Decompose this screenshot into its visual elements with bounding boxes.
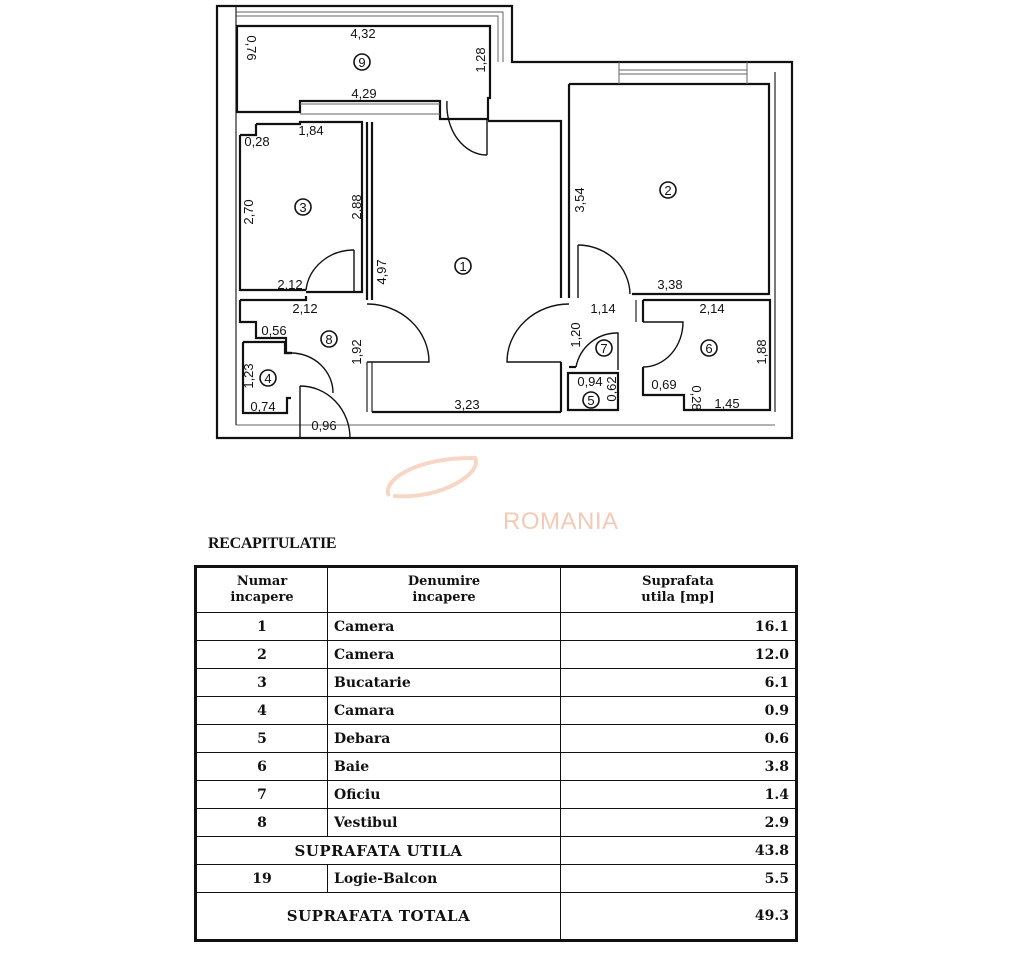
svg-text:0,62: 0,62 xyxy=(604,376,619,402)
svg-text:1,14: 1,14 xyxy=(590,301,616,316)
svg-text:1,84: 1,84 xyxy=(298,123,324,138)
svg-text:0,56: 0,56 xyxy=(261,323,287,338)
header-useful-area: Suprafata utila [mp] xyxy=(561,567,797,613)
svg-text:4: 4 xyxy=(264,371,272,386)
svg-text:1,92: 1,92 xyxy=(349,339,364,365)
recap-title: RECAPITULATIE xyxy=(208,535,337,552)
useful-area-row xyxy=(196,837,797,865)
svg-text:0,94: 0,94 xyxy=(577,374,603,389)
total-area-value: 49.3 xyxy=(561,893,797,941)
watermark-text: ROMANIA xyxy=(503,508,619,535)
svg-text:2,14: 2,14 xyxy=(699,301,725,316)
useful-area-label: SUPRAFATA UTILA xyxy=(196,837,561,865)
svg-text:7: 7 xyxy=(600,341,608,356)
svg-text:3,23: 3,23 xyxy=(454,397,480,412)
svg-text:0,28: 0,28 xyxy=(244,134,270,149)
header-room-name: Denumire incapere xyxy=(328,567,561,613)
table-row: 8 Vestibul 2.9 xyxy=(196,809,797,837)
svg-text:9: 9 xyxy=(358,55,366,70)
room-label-1 xyxy=(455,258,471,274)
svg-text:5: 5 xyxy=(587,393,595,408)
dimension-labels xyxy=(241,26,769,433)
table-row: 5 Debara 0.6 xyxy=(196,725,797,753)
table-row: 4 Camara 0.9 xyxy=(196,697,797,725)
svg-text:2,12: 2,12 xyxy=(277,277,303,292)
svg-text:1: 1 xyxy=(459,259,467,274)
svg-text:3,54: 3,54 xyxy=(572,187,587,213)
room-label-3 xyxy=(295,199,311,215)
svg-text:0,69: 0,69 xyxy=(651,377,677,392)
table-row: 6 Baie 3.8 xyxy=(196,753,797,781)
room-label-6 xyxy=(701,340,717,356)
room-2-camera xyxy=(569,62,769,298)
svg-text:2,88: 2,88 xyxy=(349,194,364,220)
table-row: 7 Oficiu 1.4 xyxy=(196,781,797,809)
room-label-7 xyxy=(596,340,612,356)
room-label-9 xyxy=(354,54,370,70)
svg-text:3,38: 3,38 xyxy=(657,277,683,292)
outer-walls xyxy=(217,6,792,438)
svg-text:1,45: 1,45 xyxy=(714,396,740,411)
total-area-label: SUPRAFATA TOTALA xyxy=(196,893,561,941)
svg-text:8: 8 xyxy=(325,332,333,347)
room-1-camera xyxy=(367,121,569,412)
recap-table xyxy=(194,565,798,942)
svg-text:1,20: 1,20 xyxy=(568,322,583,348)
watermark-logo-icon xyxy=(383,452,483,502)
table-header-row xyxy=(196,567,797,613)
useful-area-value: 43.8 xyxy=(561,837,797,865)
svg-text:4,29: 4,29 xyxy=(351,86,377,101)
svg-text:0,76: 0,76 xyxy=(244,35,259,61)
room-label-4 xyxy=(260,370,276,386)
table-row: 1 Camera 16.1 xyxy=(196,613,797,641)
room-label-5 xyxy=(583,392,599,408)
svg-text:3: 3 xyxy=(299,200,307,215)
svg-text:4,97: 4,97 xyxy=(374,259,389,285)
svg-text:1,88: 1,88 xyxy=(754,339,769,365)
svg-text:1,23: 1,23 xyxy=(241,363,256,389)
header-room-number: Numar incapere xyxy=(196,567,328,613)
room-label-2 xyxy=(660,182,676,198)
svg-text:0,74: 0,74 xyxy=(250,399,276,414)
table-row: 3 Bucatarie 6.1 xyxy=(196,669,797,697)
room-8-vestibul xyxy=(240,296,429,412)
svg-text:2,12: 2,12 xyxy=(292,301,318,316)
balcony-row: 19 Logie-Balcon 5.5 xyxy=(196,865,797,893)
svg-text:1,28: 1,28 xyxy=(473,47,488,73)
svg-text:6: 6 xyxy=(705,341,713,356)
svg-text:2,70: 2,70 xyxy=(241,199,256,225)
room-label-8 xyxy=(321,331,337,347)
table-row: 2 Camera 12.0 xyxy=(196,641,797,669)
svg-text:2: 2 xyxy=(664,183,672,198)
total-area-row xyxy=(196,893,797,941)
svg-text:4,32: 4,32 xyxy=(350,26,376,41)
svg-text:0,96: 0,96 xyxy=(311,418,337,433)
svg-text:0,28: 0,28 xyxy=(689,385,704,411)
